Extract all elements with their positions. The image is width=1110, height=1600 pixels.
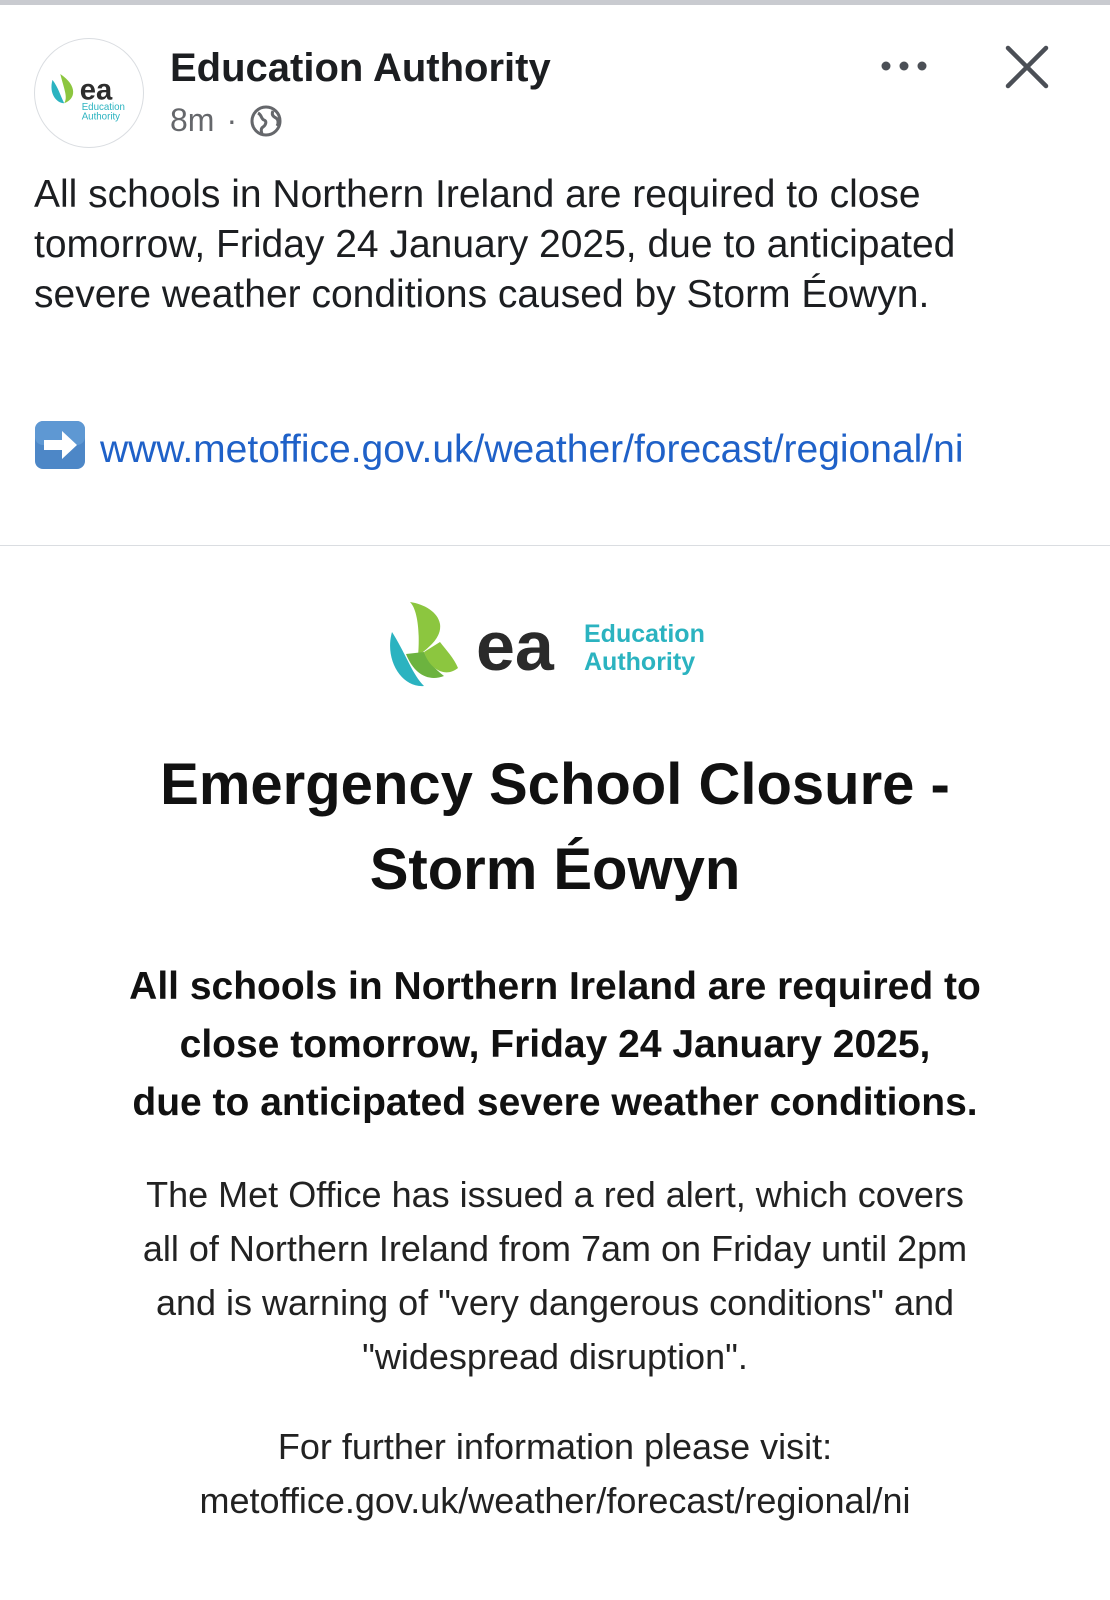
post-time[interactable]: 8m	[170, 102, 215, 138]
logo-line-education: Education	[584, 620, 705, 648]
author-name[interactable]: Education Authority	[170, 46, 551, 90]
closure-summary-line-1: All schools in Northern Ireland are required to	[129, 965, 981, 1008]
further-info-line-1: For further information please visit:	[277, 1426, 833, 1467]
alert-line-1: The Met Office has issued a red alert, which covers	[146, 1174, 964, 1215]
alert-line-2: all of Northern Ireland from 7am on Friday until 2pm	[142, 1228, 968, 1269]
post-divider	[0, 545, 1110, 546]
further-info-text	[40, 1420, 1070, 1528]
closure-title	[40, 742, 1070, 912]
avatar-subtitle-1: Education	[81, 102, 125, 114]
post-meta	[170, 102, 283, 139]
meta-separator: ·	[226, 102, 238, 138]
post-text: All schools in Northern Ireland are required to close tomorrow, Friday 24 January 2025, due to anticipated severe weather conditions caused by Storm Éowyn.	[34, 173, 956, 316]
globe-icon[interactable]	[249, 104, 283, 138]
closure-summary-line-2: close tomorrow, Friday 24 January 2025,	[179, 1023, 931, 1066]
logo-mark-text: ea	[476, 607, 554, 685]
top-edge-line	[0, 0, 1110, 5]
close-icon[interactable]	[1004, 44, 1050, 90]
closure-summary-line-3: due to anticipated severe weather conditions.	[132, 1081, 978, 1124]
education-authority-logo[interactable]	[384, 598, 714, 692]
metoffice-link[interactable]: www.metoffice.gov.uk/weather/forecast/regional/ni	[100, 428, 964, 471]
avatar-mark-text: ea	[79, 74, 113, 107]
closure-title-line-2: Storm Éowyn	[369, 837, 741, 902]
page-avatar[interactable]	[34, 38, 144, 148]
further-info-url: metoffice.gov.uk/weather/forecast/regional/ni	[199, 1480, 911, 1521]
ea-avatar-logo	[35, 39, 142, 146]
alert-line-3: and is warning of "very dangerous conditions" and	[155, 1282, 955, 1323]
more-options-icon[interactable]	[878, 54, 930, 78]
avatar-subtitle-2: Authority	[81, 111, 121, 123]
closure-title-line-1: Emergency School Closure -	[160, 752, 950, 817]
alert-line-4: "widespread disruption".	[362, 1336, 748, 1377]
post-link-paragraph	[34, 420, 1074, 475]
met-office-alert-text	[60, 1168, 1050, 1384]
right-arrow-emoji-icon	[34, 420, 86, 470]
logo-line-authority: Authority	[584, 648, 696, 676]
closure-summary	[40, 958, 1070, 1132]
